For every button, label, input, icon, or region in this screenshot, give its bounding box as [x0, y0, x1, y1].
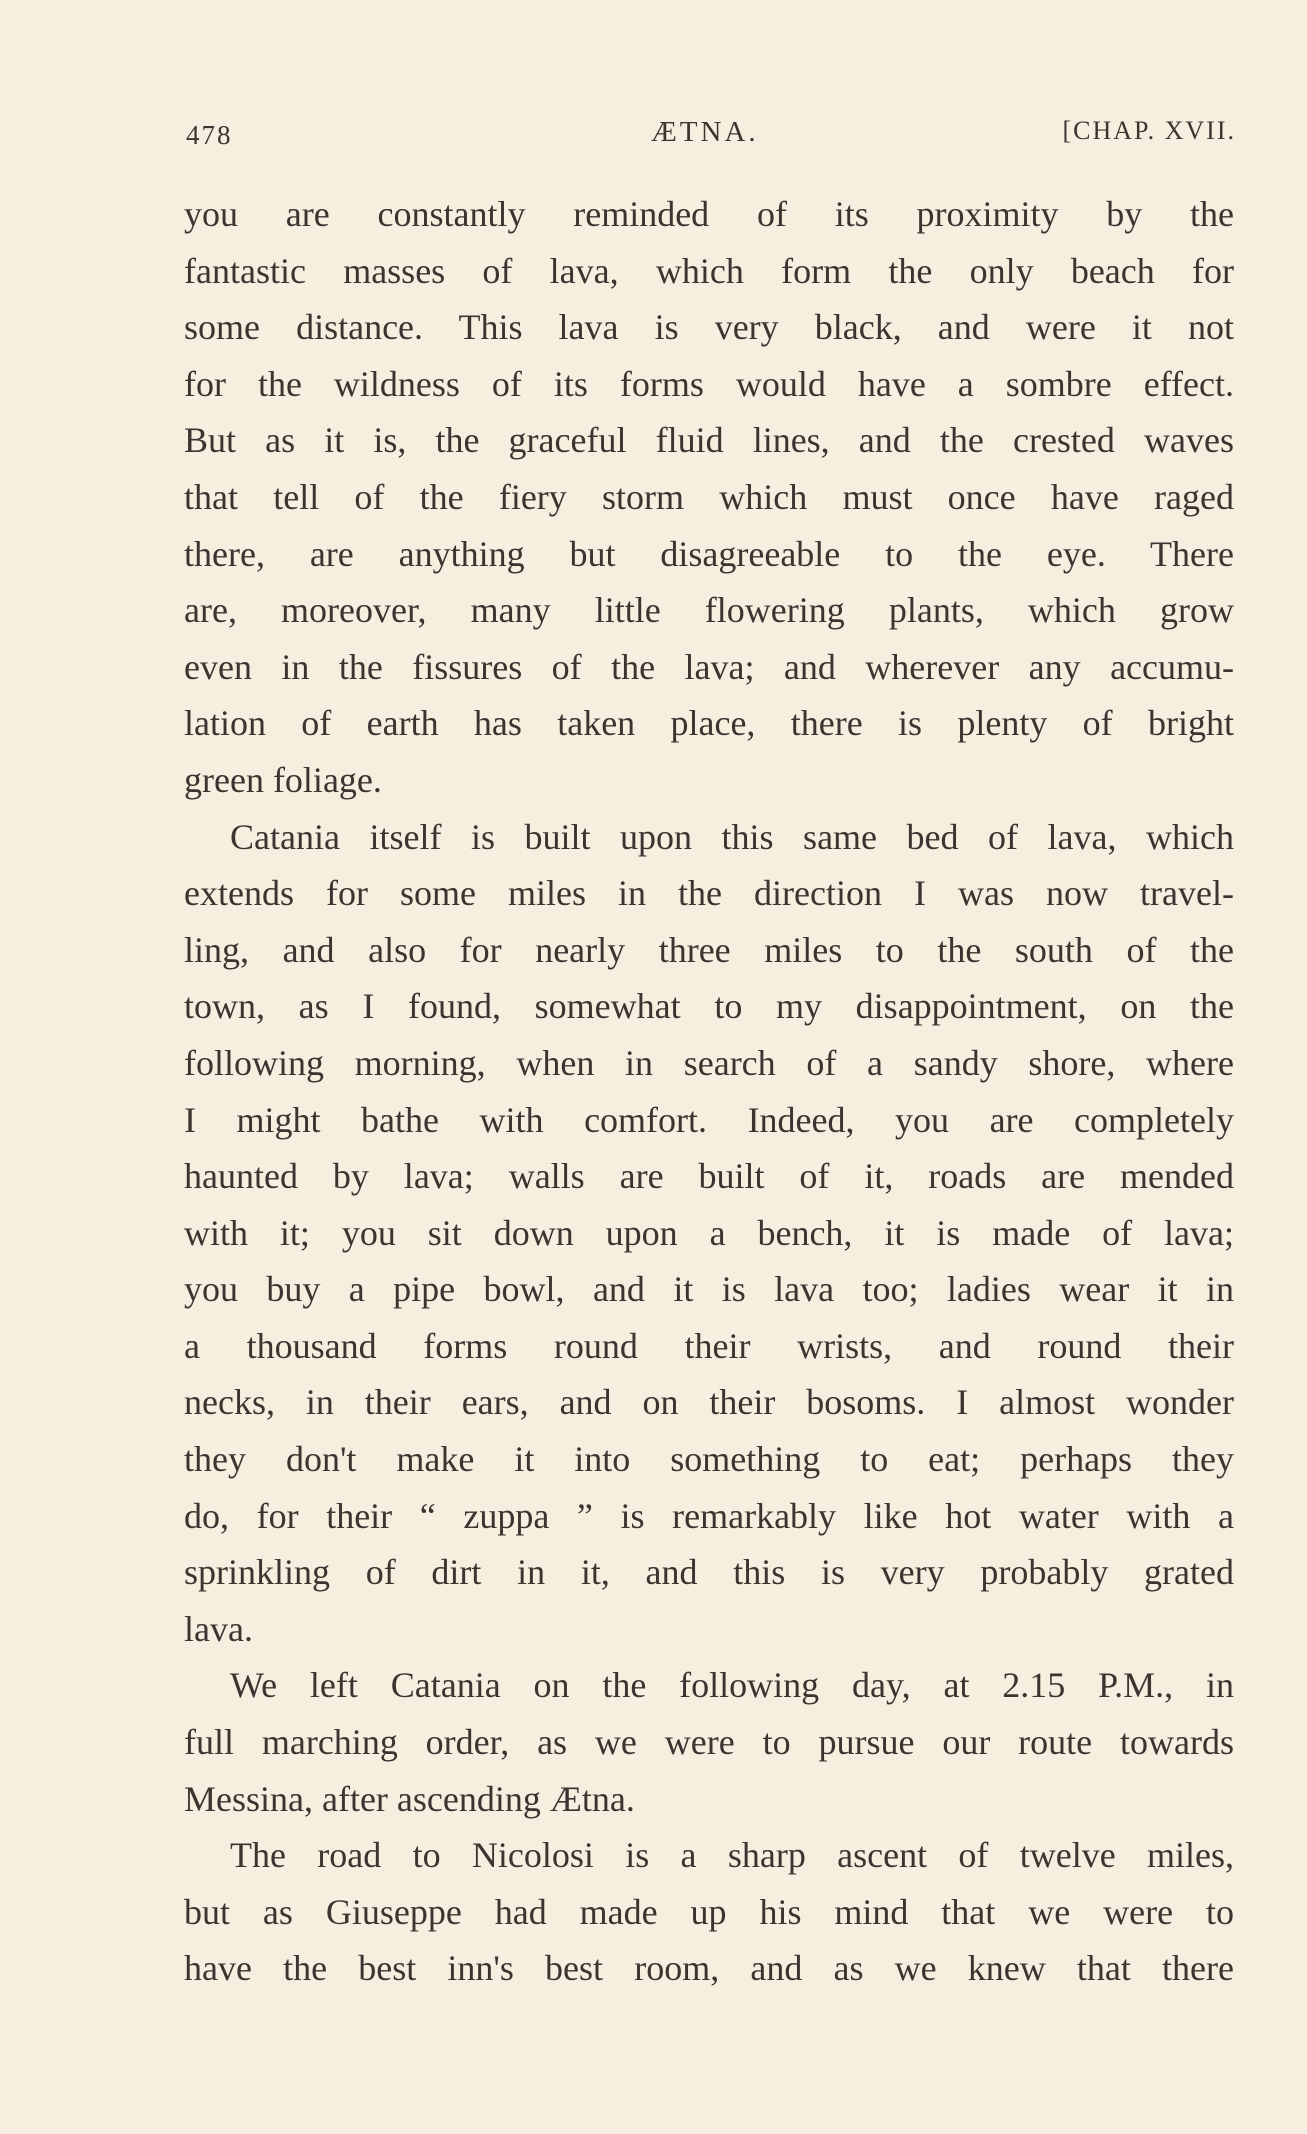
text-line: The road to Nicolosi is a sharp ascent of twelve miles,: [230, 1835, 1234, 1876]
chapter-reference: [CHAP. XVII.: [1062, 116, 1236, 145]
text-line: full marching order, as we were to pursue our route towards: [184, 1722, 1234, 1763]
text-line: some distance. This lava is very black, and were it not: [184, 307, 1234, 348]
text-line: fantastic masses of lava, which form the only beach for: [184, 250, 1234, 291]
text-line: town, as I found, somewhat to my disappointment, on the: [184, 986, 1234, 1027]
text-line: following morning, when in search of a sandy shore, where: [184, 1042, 1234, 1083]
text-line: there, are anything but disagreeable to the eye. There: [184, 533, 1234, 574]
text-line: for the wildness of its forms would have a sombre effect.: [184, 363, 1234, 404]
paragraph: [184, 1657, 1234, 1827]
running-title: ÆTNA.: [651, 116, 759, 148]
text-line: lation of earth has taken place, there is plenty of bright: [184, 703, 1234, 744]
text-line: haunted by lava; walls are built of it, roads are mended: [184, 1156, 1234, 1197]
text-line: you are constantly reminded of its proximity by the: [184, 194, 1234, 234]
text-line: lava.: [184, 1608, 253, 1649]
text-line: sprinkling of dirt in it, and this is very probably grated: [184, 1552, 1234, 1593]
body-text: [184, 186, 1234, 1997]
text-line: with it; you sit down upon a bench, it is made of lava;: [184, 1212, 1234, 1253]
text-line: extends for some miles in the direction I was now travel-: [184, 873, 1234, 914]
text-line: We left Catania on the following day, at 2.15 P.M., in: [230, 1665, 1234, 1706]
text-line: have the best inn's best room, and as we knew that there: [184, 1948, 1234, 1989]
text-line: ling, and also for nearly three miles to the south of the: [184, 929, 1234, 970]
text-line: you buy a pipe bowl, and it is lava too; ladies wear it in: [184, 1269, 1234, 1310]
paragraph: [184, 186, 1234, 809]
text-line: green foliage.: [184, 759, 382, 800]
text-line: But as it is, the graceful fluid lines, and the crested waves: [184, 420, 1234, 461]
paragraph: [184, 809, 1234, 1658]
text-line: do, for their “ zuppa ” is remarkably like hot water with a: [184, 1495, 1234, 1536]
text-line: necks, in their ears, and on their bosoms. I almost wonder: [184, 1382, 1234, 1423]
text-line: Catania itself is built upon this same bed of lava, which: [230, 816, 1234, 857]
text-line: they don't make it into something to eat; perhaps they: [184, 1439, 1234, 1480]
text-line: that tell of the fiery storm which must once have raged: [184, 476, 1234, 517]
page-number: 478: [186, 120, 233, 150]
paragraph: [184, 1827, 1234, 1997]
text-line: Messina, after ascending Ætna.: [184, 1778, 635, 1819]
text-line: a thousand forms round their wrists, and round their: [184, 1325, 1234, 1366]
text-line: I might bathe with comfort. Indeed, you are completely: [184, 1099, 1234, 1140]
text-line: are, moreover, many little flowering plants, which grow: [184, 590, 1234, 631]
running-head: [186, 112, 1236, 152]
text-line: even in the fissures of the lava; and wherever any accumu-: [184, 646, 1234, 687]
text-line: but as Giuseppe had made up his mind that we were to: [184, 1891, 1234, 1932]
